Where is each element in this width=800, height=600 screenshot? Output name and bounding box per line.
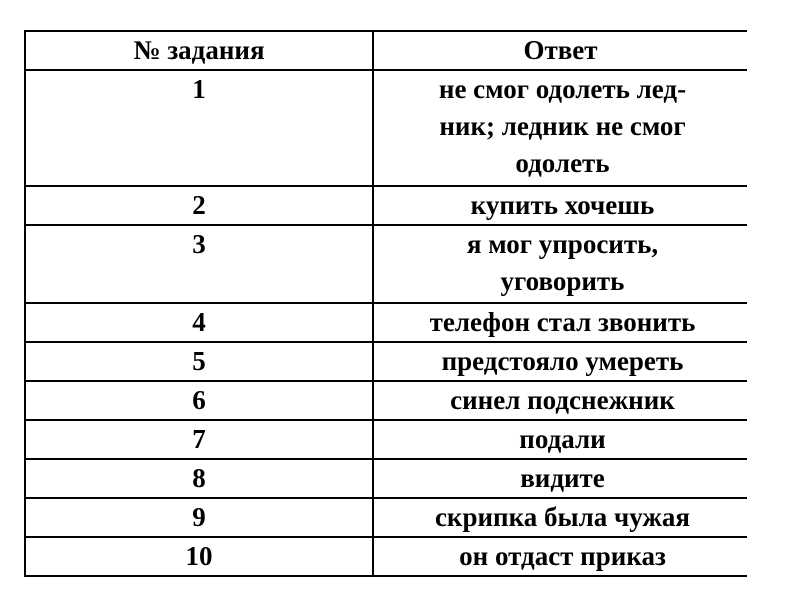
table-row	[25, 420, 747, 459]
answer-line: одолеть	[515, 148, 610, 178]
table-row	[25, 537, 747, 576]
table-row	[25, 186, 747, 225]
task-number-cell: 5	[25, 342, 373, 381]
task-number-cell: 1	[25, 70, 373, 186]
task-number-cell: 7	[25, 420, 373, 459]
task-number-cell: 4	[25, 303, 373, 342]
task-number-cell: 8	[25, 459, 373, 498]
answer-line: ник; ледник не смог	[439, 111, 686, 141]
answer-cell: телефон стал звонить	[373, 303, 747, 342]
table-row	[25, 70, 747, 186]
table-row	[25, 342, 747, 381]
answer-cell: он отдаст приказ	[373, 537, 747, 576]
answer-cell	[373, 225, 747, 303]
answer-table	[24, 30, 747, 577]
answer-header: Ответ	[373, 31, 747, 70]
answer-cell: купить хочешь	[373, 186, 747, 225]
table-header-row	[25, 31, 747, 70]
answer-line: уговорить	[500, 266, 625, 296]
task-number-cell: 10	[25, 537, 373, 576]
table-row	[25, 303, 747, 342]
answer-cell: скрипка была чужая	[373, 498, 747, 537]
task-number-cell: 9	[25, 498, 373, 537]
table-row	[25, 381, 747, 420]
answer-cell: синел подснежник	[373, 381, 747, 420]
table-row	[25, 459, 747, 498]
task-number-cell: 2	[25, 186, 373, 225]
task-number-cell: 3	[25, 225, 373, 303]
table-row	[25, 498, 747, 537]
answer-cell: видите	[373, 459, 747, 498]
answer-cell: предстояло умереть	[373, 342, 747, 381]
table-row	[25, 225, 747, 303]
answer-cell	[373, 70, 747, 186]
answer-line: не смог одолеть лед-	[438, 74, 687, 104]
answer-cell: подали	[373, 420, 747, 459]
task-number-header: № задания	[25, 31, 373, 70]
task-number-cell: 6	[25, 381, 373, 420]
answer-line: я мог упросить,	[466, 229, 659, 259]
